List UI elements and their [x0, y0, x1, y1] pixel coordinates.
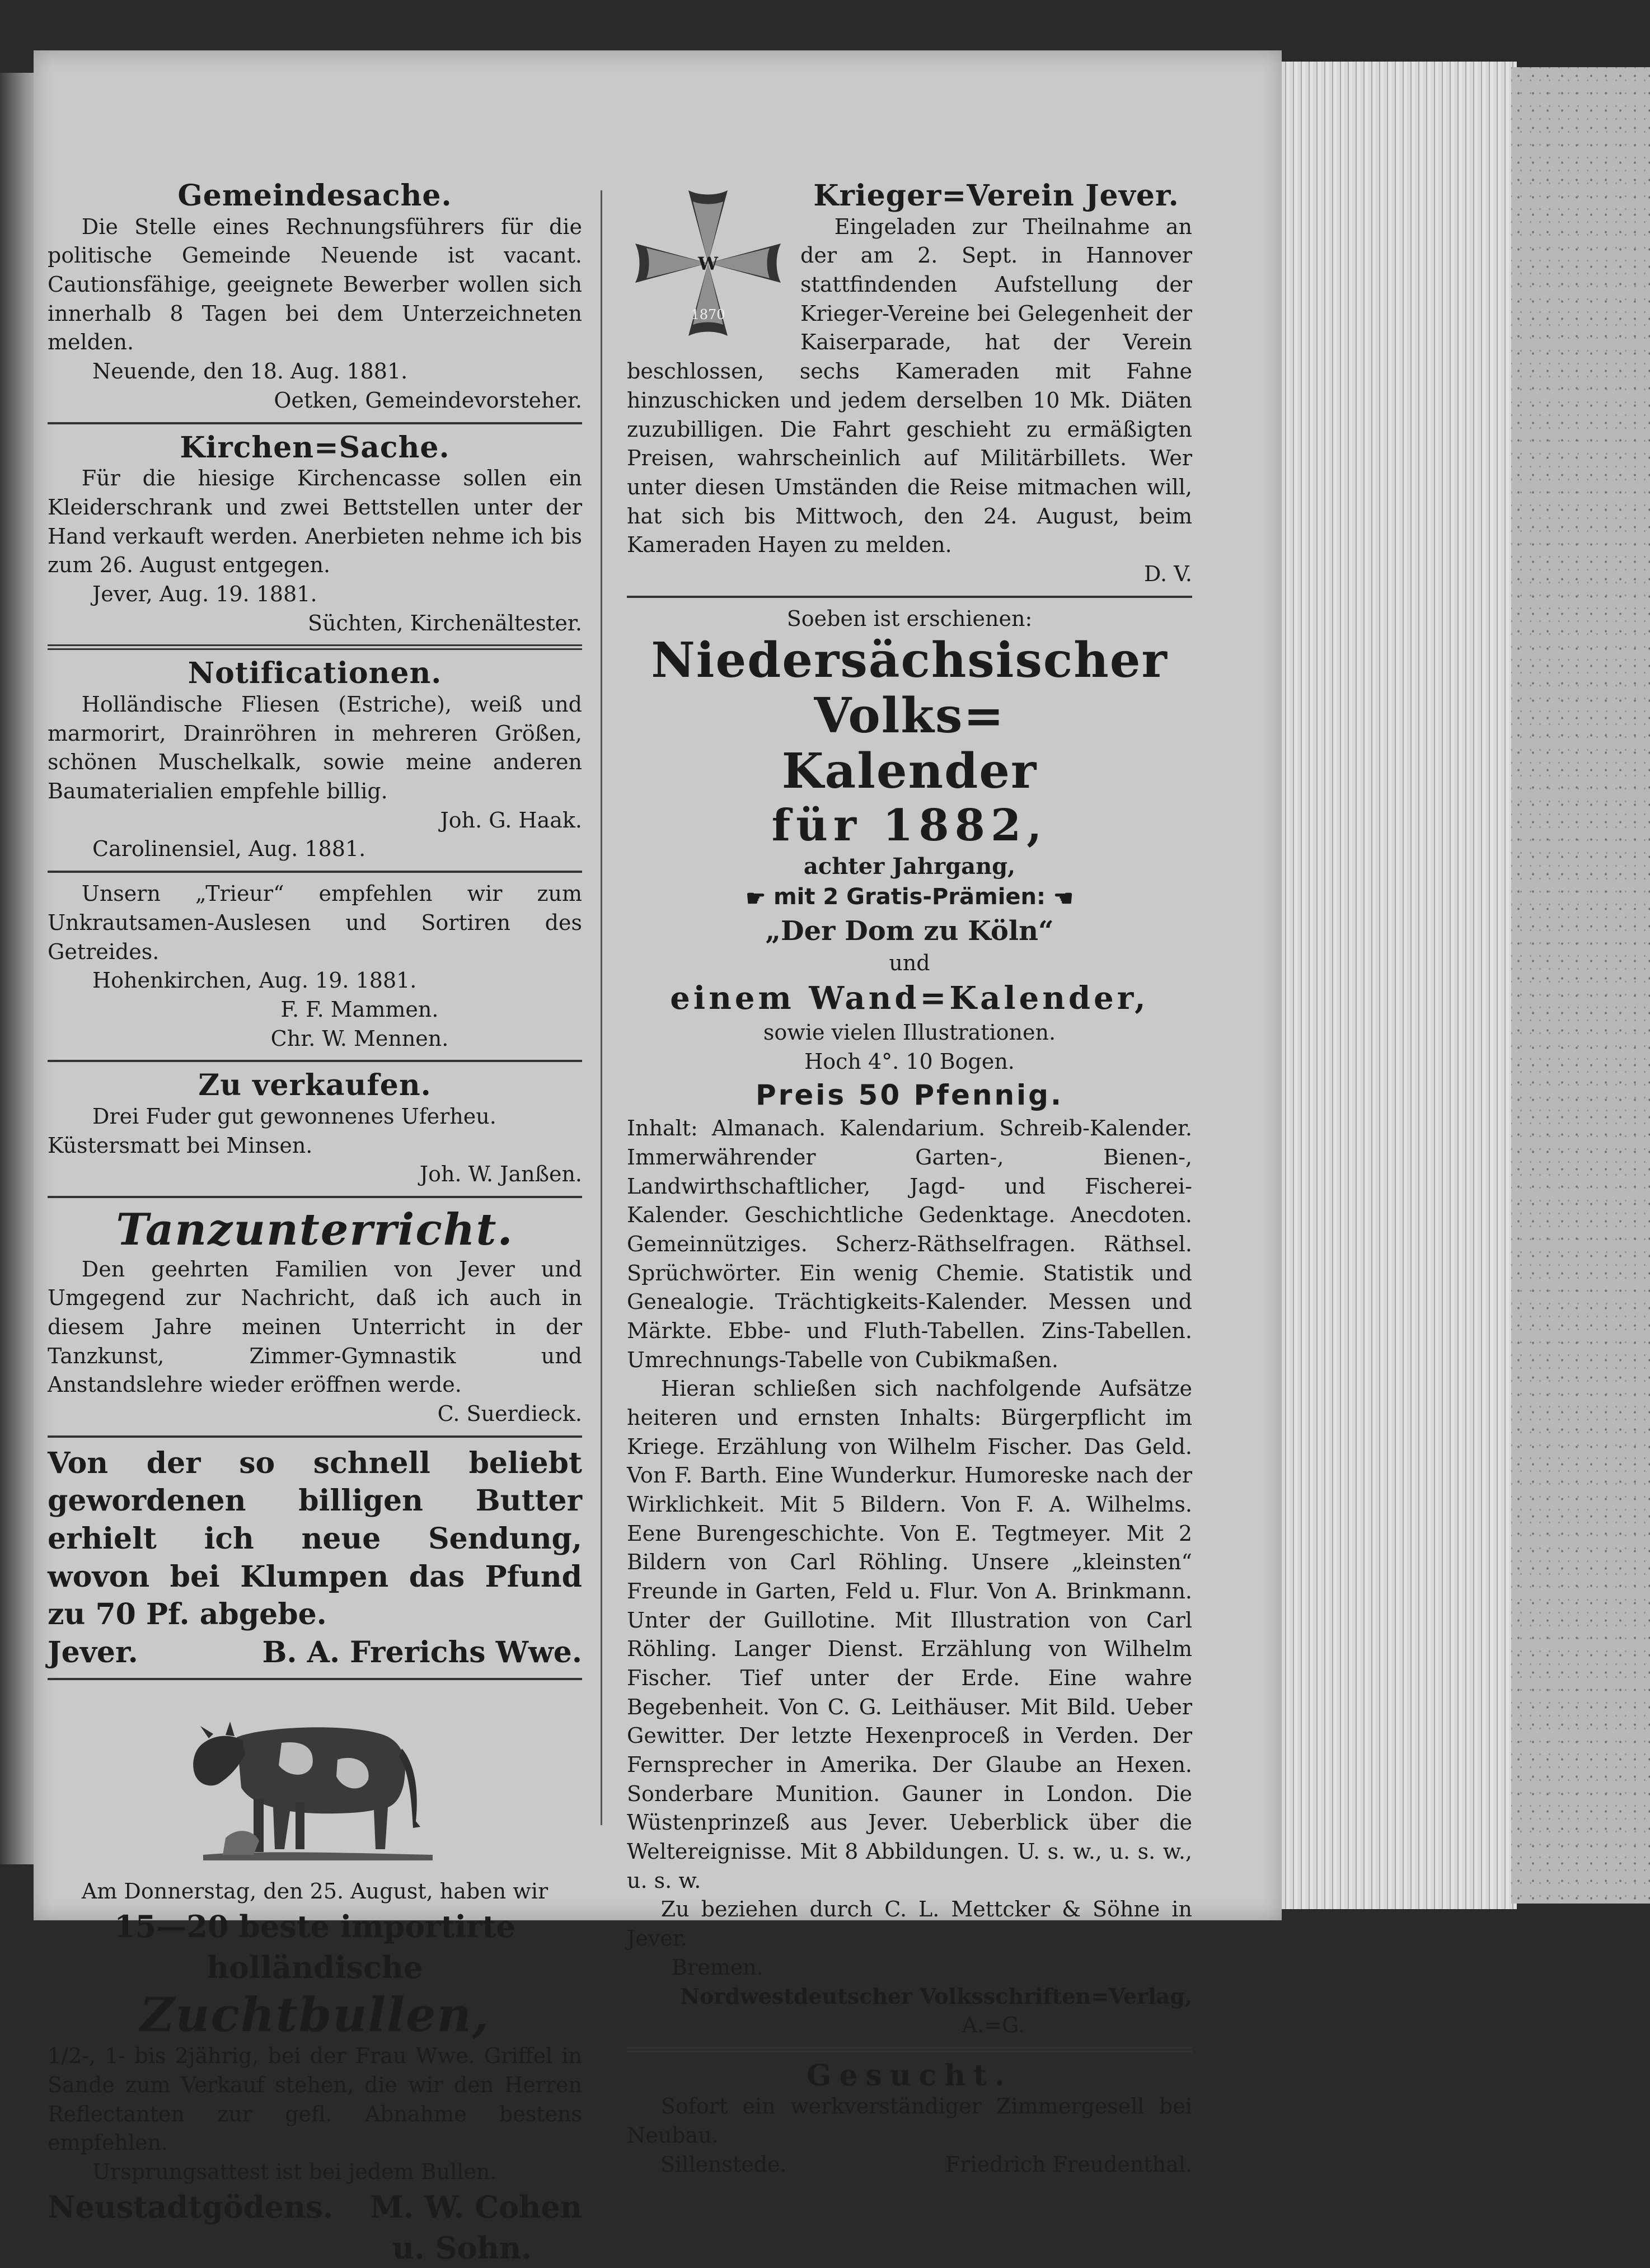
aufsaetze-kalender: Hieran schließen sich nachfolgende Aufsätze heiteren und ernsten Inhalts: Bürgerpflicht im Kriege. Erzählung von Wilhelm Fischer. Das Geld. Von F. Barth. Eine Wunderkur. Humoreske nach der Wirklichkeit. Mit 5 Bildern. Von F. A. Wilhelms. Eene Burengeschichte. Von E. Tegtmeyer. Mit 2 Bildern von Carl Röhling. Unsere „kleinsten“ Freunde in Garten, Feld u. Flur. Von A. Brinkmann. Unter der Guillotine. Mit Illustration von Carl Röhling. Langer Dienst. Erzählung von Wilhelm Fischer. Tief unter der Erde. Eine wahre Begebenheit. Von C. G. Leithäuser. Mit Bild. Ueber Gewitter. Der letzte Hexenproceß in Verden. Der Fernsprecher in Amerika. Der Glaube an Hexen. Sonderbare Munition. Gauner in London. Die Wüstenprinzeß aus Jever. Ueberblick über die Weltereignisse. Mit 8 Abbildungen. U. s. w., u. s. w., u. s. w.	[627, 1376, 1192, 1893]
signature-line-gesucht	[627, 2150, 1192, 2180]
dom-kalender: „Der Dom zu Köln“	[765, 915, 1054, 947]
body-trieur: Unsern „Trieur“ empfehlen wir zum Unkrautsamen-Auslesen und Sortiren des Getreides.	[48, 881, 582, 964]
body-gemeindesache: Die Stelle eines Rechnungsführers für die politische Gemeinde Neuende ist vacant. Cautionsfähige, geeignete Bewerber wollen sich innerhalb 8 Tagen bei dem Unterzeichneten melden.	[48, 214, 582, 355]
ad-krieger-verein	[627, 179, 1192, 589]
praemien-kalender: mit 2 Gratis-Prämien:	[773, 884, 1046, 910]
pointing-hand-left-icon: ☚	[1053, 885, 1074, 912]
format-kalender: Hoch 4°. 10 Bogen.	[804, 1049, 1015, 1074]
line-big-zuchtbullen: 15—20 beste importirte holländische	[114, 1908, 515, 1985]
place-butter: Jever.	[48, 1635, 138, 1670]
heading-notificationen: Notificationen.	[187, 656, 442, 691]
iron-cross-emblem	[627, 179, 789, 347]
ad-zuchtbullen	[48, 1687, 582, 2268]
signature-line-zuchtbullen	[48, 2187, 582, 2228]
line-zu-verkaufen-2: Küstersmatt bei Minsen.	[48, 1133, 313, 1158]
note-zuchtbullen: Ursprungsattest ist bei jedem Bullen.	[92, 2159, 497, 2185]
heading-krieger-verein: Krieger=Verein Jever.	[813, 179, 1179, 213]
body-kirchensache: Für die hiesige Kirchencasse sollen ein Kleiderschrank und zwei Bettstellen unter der Hand verkauft werden. Anerbieten nehme ich bis zum 26. August entgegen.	[48, 466, 582, 578]
cow-illustration	[48, 1687, 582, 1874]
left-column	[48, 179, 582, 2268]
place-notificationen: Carolinensiel, Aug. 1881.	[92, 836, 366, 862]
verlag-kalender-2: A.=G.	[962, 2013, 1025, 2037]
divider	[48, 1196, 582, 1198]
ad-tanzunterricht	[48, 1205, 582, 1429]
inhalt-kalender: Inhalt: Almanach. Kalendarium. Schreib-Kalender. Immerwährender Garten-, Bienen-, Landwirthschaftlicher, Jagd- und Fischerei-Kalender. Geschichtliche Gedenktage. Anecdoten. Gemeinnütziges. Scherz-Räthselfragen. Räthsel. Sprüchwörter. Ein wenig Chemie. Statistik und Genealogie. Trächtigkeits-Kalender. Messen und Märkte. Ebbe- und Fluth-Tabellen. Zins-Tabellen. Umrechnungs-Tabelle von Cubikmaßen.	[627, 1116, 1192, 1372]
heading-zu-verkaufen: Zu verkaufen.	[198, 1068, 432, 1103]
page-block-edge	[1282, 62, 1517, 1909]
divider	[48, 871, 582, 873]
place-zuchtbullen: Neustadtgödens.	[48, 2188, 334, 2225]
signature-gemeindesache: Oetken, Gemeindevorsteher.	[274, 387, 582, 413]
signature-notificationen: Joh. G. Haak.	[440, 807, 582, 833]
cross-letter: W	[698, 253, 718, 274]
title-kalender-2: Kalender	[781, 742, 1038, 799]
ad-butter	[48, 1444, 582, 1672]
ad-volkskalender	[627, 605, 1192, 2040]
column-divider	[601, 190, 602, 1825]
signature-krieger-verein: D. V.	[1143, 561, 1192, 586]
signature-kirchensache: Süchten, Kirchenältester.	[308, 610, 582, 635]
book-cover	[1511, 67, 1650, 1904]
preis-kalender: Preis 50 Pfennig.	[756, 1078, 1063, 1111]
body-gesucht: Sofort ein werkverständiger Zimmergesell bei Neubau.	[627, 2094, 1192, 2148]
date-kirchensache: Jever, Aug. 19. 1881.	[92, 581, 317, 606]
signature-zuchtbullen-1: M. W. Cohen	[369, 2188, 582, 2225]
ad-kirchensache	[48, 431, 582, 638]
heading-kirchensache: Kirchen=Sache.	[180, 430, 450, 465]
place-gesucht: Sillenstede.	[660, 2152, 787, 2177]
divider	[48, 644, 582, 650]
line-zu-verkaufen-1: Drei Fuder gut gewonnenes Uferheu.	[92, 1103, 496, 1129]
ad-gemeindesache	[48, 179, 582, 415]
body-butter: Von der so schnell beliebt gewordenen billigen Butter erhielt ich neue Sendung, wovon bei Klumpen das Pfund zu 70 Pf. abgebe.	[48, 1446, 582, 1632]
illus-kalender: sowie vielen Illustrationen.	[763, 1020, 1056, 1045]
divider	[627, 2047, 1192, 2052]
wand-kalender: einem Wand=Kalender,	[670, 979, 1149, 1017]
divider	[48, 1060, 582, 1062]
signature-line-butter	[48, 1634, 582, 1672]
bezug-kalender: Zu beziehen durch C. L. Mettcker & Söhne in Jever.	[627, 1897, 1192, 1951]
body-krieger-verein: Eingeladen zur Theilnahme an der am 2. Sept. in Hannover stattfindenden Aufstellung der Krieger-Vereine bei Gelegenheit der Kaiserparade, hat der Verein beschlossen, sechs Kameraden mit Fahne hinzuschicken und jedem derselben 10 Mk. Diäten zuzubilligen. Die Fahrt geschieht zu ermäßigten Preisen, wahrscheinlich auf Militärbillets. Wer unter diesen Umständen die Reise mitmachen will, hat sich bis Mittwoch, den 24. August, beim Kameraden Hayen zu melden.	[627, 214, 1192, 558]
title-kalender-1: Niedersächsischer Volks=	[651, 632, 1168, 745]
city-kalender: Bremen.	[672, 1954, 763, 1980]
divider	[48, 1435, 582, 1438]
intro-kalender: Soeben ist erschienen:	[786, 606, 1033, 631]
divider	[627, 596, 1192, 598]
year-kalender: für 1882,	[771, 799, 1048, 851]
body-tanzunterricht: Den geehrten Familien von Jever und Umgegend zur Nachricht, daß ich auch in diesem Jahre meinen Unterricht in der Tanzkunst, Zimmer-Gymnastik und Anstandslehre wieder eröffnen werde.	[48, 1256, 582, 1397]
heading-zuchtbullen: Zuchtbullen,	[140, 1986, 490, 2042]
ad-notificationen	[48, 657, 582, 864]
iron-cross-icon	[627, 179, 789, 347]
signature-trieur-2: Chr. W. Mennen.	[270, 1026, 449, 1051]
cross-year: 1870	[691, 307, 725, 322]
signature-trieur-1: F. F. Mammen.	[280, 997, 439, 1022]
signature-butter: B. A. Frerichs Wwe.	[262, 1635, 582, 1670]
intro-zuchtbullen: Am Donnerstag, den 25. August, haben wir	[81, 1879, 549, 1904]
verlag-kalender-1: Nordwestdeutscher Volksschriften=Verlag,	[680, 1984, 1192, 2009]
right-column	[627, 179, 1192, 2179]
heading-tanzunterricht: Tanzunterricht.	[116, 1204, 514, 1255]
divider	[48, 1678, 582, 1680]
signature-zuchtbullen-2: u. Sohn.	[392, 2229, 532, 2266]
date-gemeindesache: Neuende, den 18. Aug. 1881.	[92, 359, 408, 384]
signature-zu-verkaufen: Joh. W. Janßen.	[419, 1162, 582, 1187]
heading-gemeindesache: Gemeindesache.	[177, 179, 452, 213]
date-trieur: Hohenkirchen, Aug. 19. 1881.	[92, 968, 417, 993]
body-zuchtbullen: 1/2-, 1- bis 2jährig, bei der Frau Wwe. Griffel in Sande zum Verkauf stehen, die wir den Herren Reflectanten zur gefl. Abnahme bestens empfehlen.	[48, 2043, 582, 2155]
cow-icon	[170, 1687, 461, 1872]
heading-gesucht: Gesucht.	[806, 2058, 1013, 2093]
divider	[48, 422, 582, 424]
und-kalender: und	[889, 950, 930, 975]
signature-gesucht: Friedrich Freudenthal.	[945, 2152, 1192, 2177]
body-notificationen: Holländische Fliesen (Estriche), weiß und marmorirt, Drainröhren in mehreren Größen, schönen Muschelkalk, sowie meine anderen Baumaterialien empfehle billig.	[48, 692, 582, 804]
edition-kalender: achter Jahrgang,	[803, 853, 1016, 880]
ad-zu-verkaufen	[48, 1069, 582, 1189]
ad-gesucht	[627, 2059, 1192, 2180]
pointing-hand-right-icon: ☛	[746, 885, 766, 912]
ad-trieur	[48, 880, 582, 1053]
praemien-line	[627, 882, 1192, 914]
signature-tanzunterricht: C. Suerdieck.	[437, 1401, 582, 1427]
